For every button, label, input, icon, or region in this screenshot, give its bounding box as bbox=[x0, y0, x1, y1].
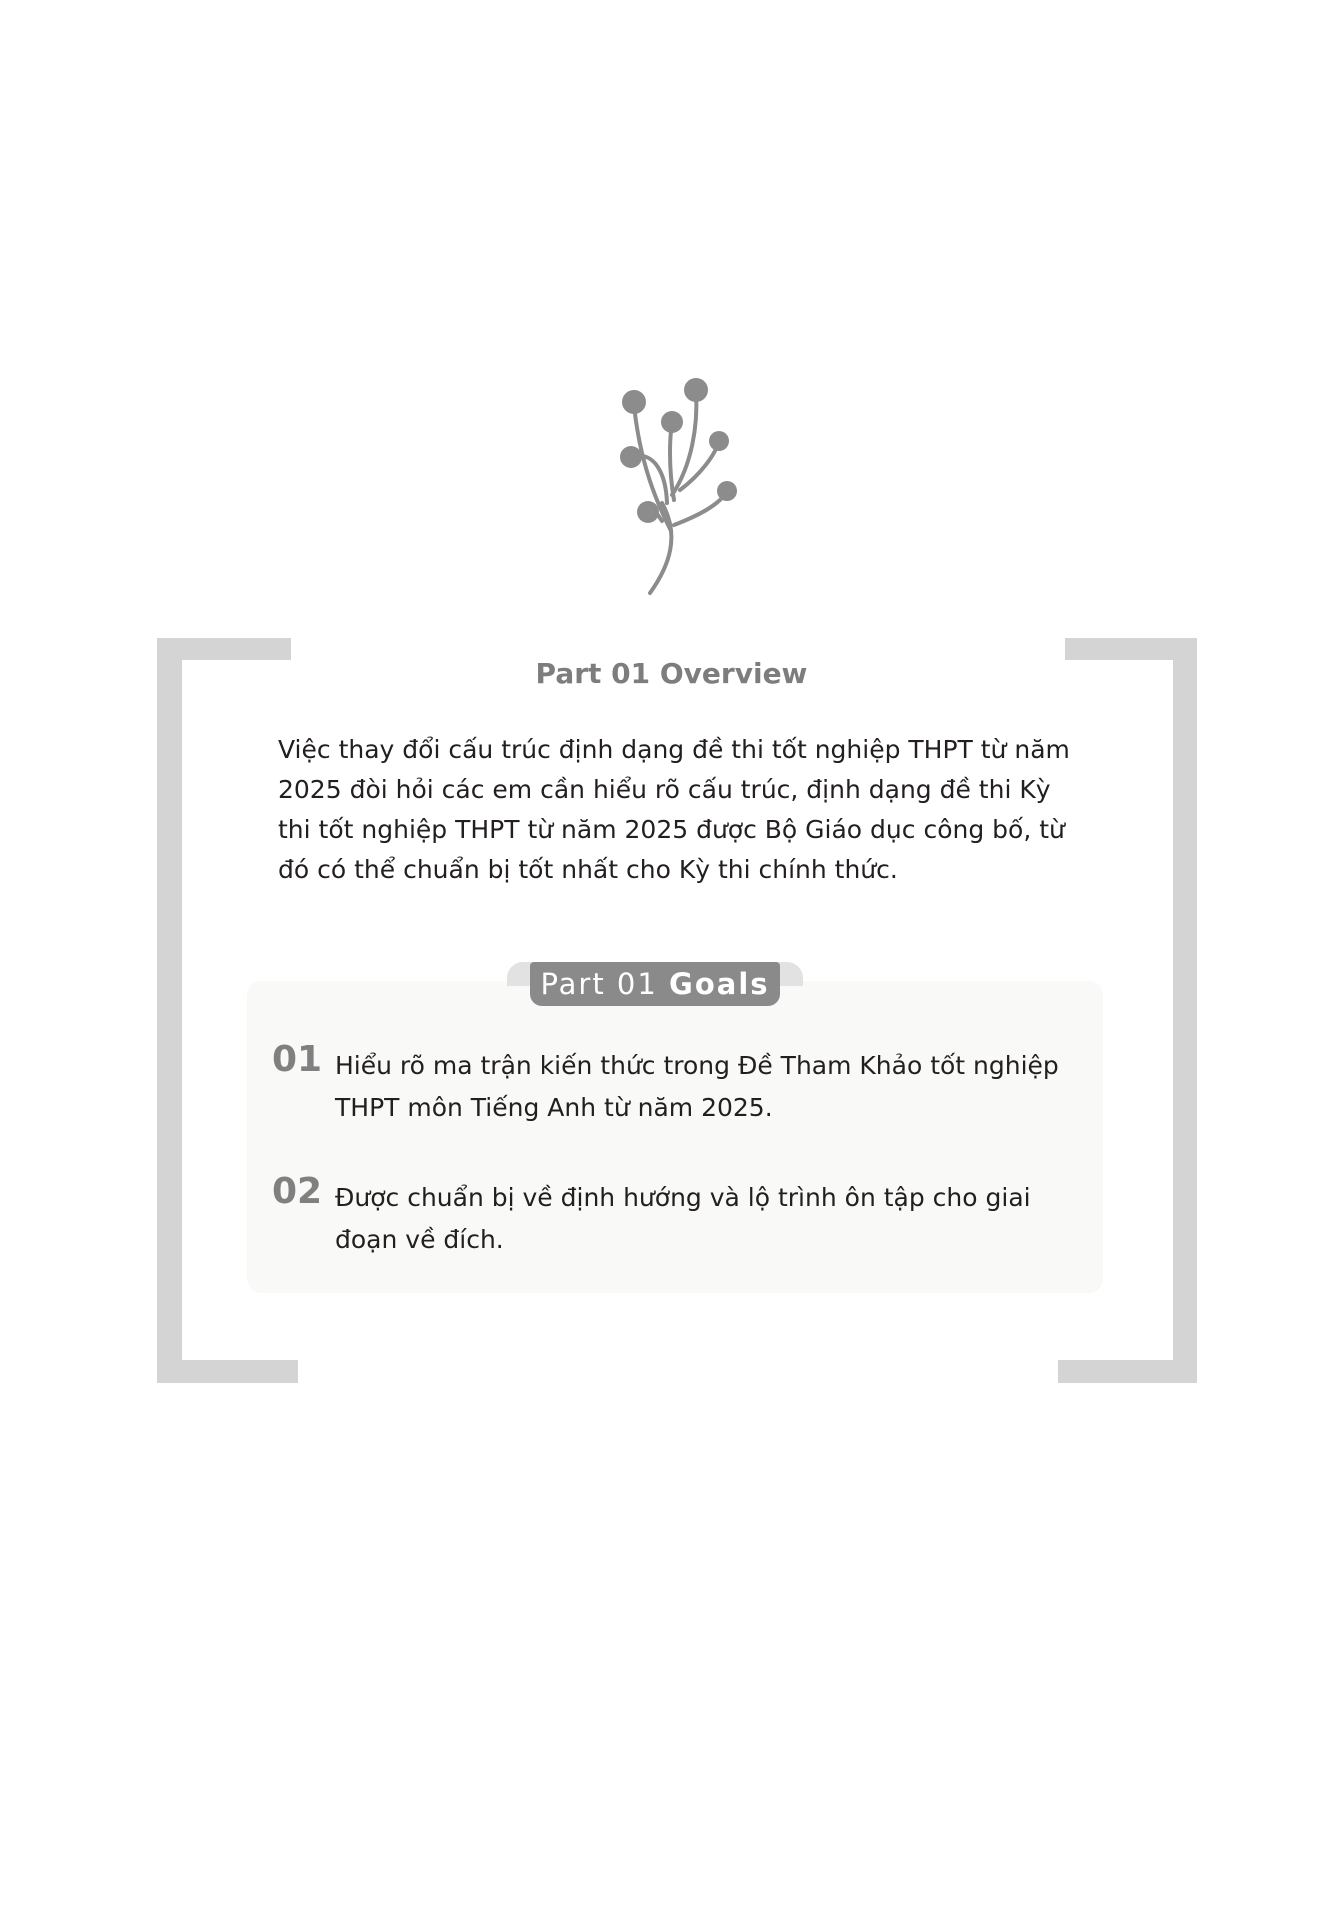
goal-text: Hiểu rõ ma trận kiến thức trong Đề Tham Khảo tốt nghiệp THPT môn Tiếng Anh từ năm 2025. bbox=[335, 1051, 1059, 1122]
goals-tab-label bbox=[530, 962, 780, 1006]
goals-tab bbox=[507, 962, 803, 1006]
goal-text: Được chuẩn bị về định hướng và lộ trình ôn tập cho giai đoạn về đích. bbox=[335, 1183, 1031, 1254]
overview-paragraph: Việc thay đổi cấu trúc định dạng đề thi tốt nghiệp THPT từ năm 2025 đòi hỏi các em cần hiểu rõ cấu trúc, định dạng đề thi Kỳ thi tốt nghiệp THPT từ năm 2025 được Bộ Giáo dục công bố, từ đó có thể chuẩn bị tốt nhất cho Kỳ thi chính thức. bbox=[278, 735, 1070, 884]
goal-number: 01 bbox=[272, 1039, 323, 1080]
overview-title: Part 01 Overview bbox=[535, 657, 808, 690]
goal-number: 02 bbox=[272, 1171, 323, 1212]
plant-sprig-icon bbox=[600, 375, 750, 600]
goals-tab-bold: Goals bbox=[669, 967, 770, 1001]
goals-tab-prefix: Part 01 bbox=[540, 967, 658, 1001]
